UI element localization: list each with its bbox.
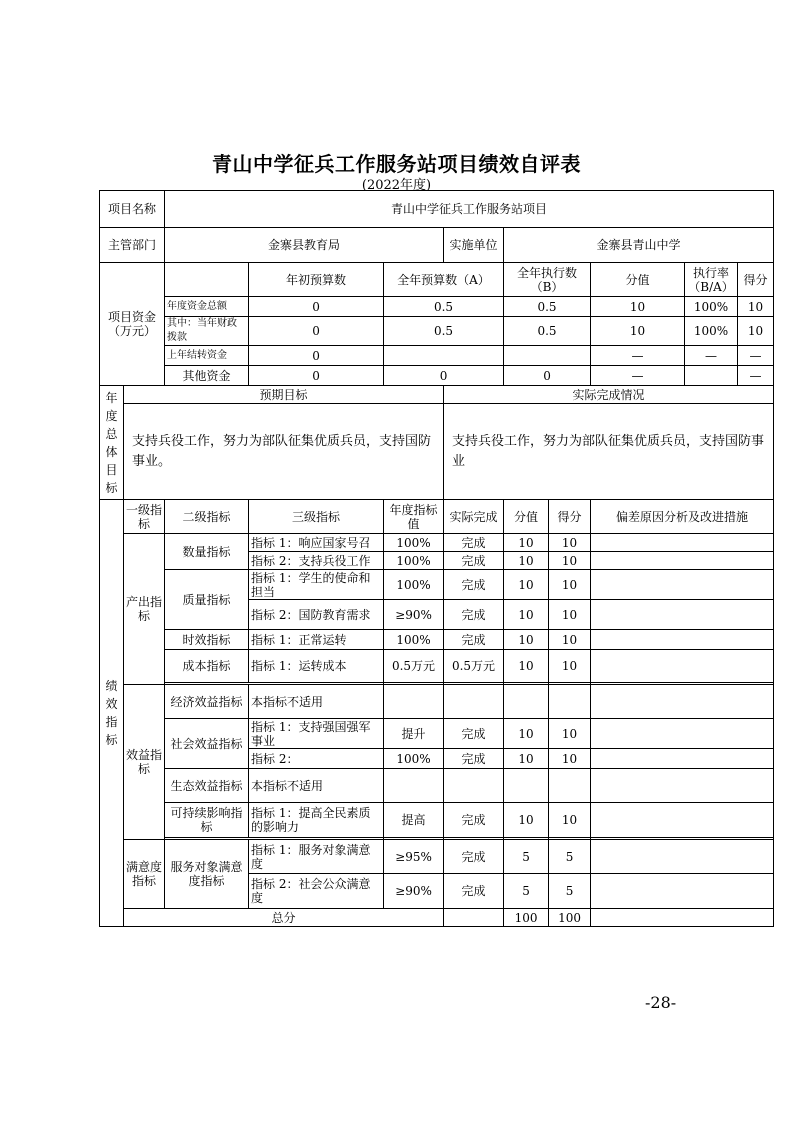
indicator-score-value: 10: [504, 552, 549, 570]
indicator-name: 指标 1：响应国家号召: [249, 534, 384, 552]
indicator-name: 指标 2：: [249, 749, 384, 769]
level2-service: 服务对象满意度指标: [165, 840, 249, 909]
indicator-target: 100%: [384, 552, 444, 570]
indicator-name: 指标 1：运转成本: [249, 650, 384, 683]
indicator-score: [549, 685, 591, 719]
indicator-analysis: [591, 650, 774, 683]
department-header: 主管部门: [100, 228, 165, 263]
goal-actual-text: 支持兵役工作，努力为部队征集优质兵员，支持国防事业: [444, 404, 774, 500]
indicator-name: 指标 1：学生的使命和担当: [249, 570, 384, 600]
funds-row-rate: [685, 366, 738, 386]
indicator-name: 指标 2：国防教育需求: [249, 600, 384, 630]
funds-row-score: —: [738, 366, 774, 386]
level2-time: 时效指标: [165, 630, 249, 650]
funds-row-executed: 0: [504, 366, 591, 386]
indicator-score-value: 10: [504, 600, 549, 630]
funds-row: [100, 317, 774, 346]
indicator-name: 指标 2：支持兵役工作: [249, 552, 384, 570]
funds-row-executed: [504, 346, 591, 366]
perf-col-score: 得分: [549, 500, 591, 534]
funds-header: 项目资金（万元）: [100, 263, 165, 386]
indicator-actual: 完成: [444, 600, 504, 630]
goal-header-row: [100, 386, 774, 404]
funds-row-initial: 0: [249, 317, 384, 346]
indicator-actual: [444, 685, 504, 719]
indicator-analysis: [591, 630, 774, 650]
indicator-target: ≥90%: [384, 600, 444, 630]
funds-row-score-value: 10: [591, 297, 685, 317]
indicator-target: 提升: [384, 719, 444, 749]
funds-row-executed: 0.5: [504, 317, 591, 346]
indicator-score-value: 5: [504, 874, 549, 909]
funds-row-rate: 100%: [685, 297, 738, 317]
indicator-actual: [444, 769, 504, 803]
funds-row-annual: 0.5: [384, 297, 504, 317]
level2-sustainable: 可持续影响指标: [165, 803, 249, 838]
indicator-score: 5: [549, 840, 591, 874]
indicator-actual: 完成: [444, 719, 504, 749]
indicator-analysis: [591, 534, 774, 552]
indicator-target: 100%: [384, 630, 444, 650]
indicator-actual: 完成: [444, 570, 504, 600]
indicator-analysis: [591, 552, 774, 570]
indicator-score: 10: [549, 719, 591, 749]
indicator-actual: 完成: [444, 840, 504, 874]
indicator-analysis: [591, 749, 774, 769]
funds-row-annual: 0: [384, 366, 504, 386]
evaluation-table: [99, 190, 774, 927]
funds-col-score: 得分: [738, 263, 774, 297]
total-row: [100, 909, 774, 927]
funds-row-annual: 0.5: [384, 317, 504, 346]
total-analysis: [591, 909, 774, 927]
level2-ecological: 生态效益指标: [165, 769, 249, 803]
indicator-score-value: 10: [504, 803, 549, 838]
indicator-score: 10: [549, 600, 591, 630]
indicator-row: [100, 719, 774, 749]
implementer-value: 金寨县青山中学: [504, 228, 774, 263]
indicator-target: 100%: [384, 749, 444, 769]
indicator-row: [100, 840, 774, 874]
indicator-name: 指标 1：提高全民素质的影响力: [249, 803, 384, 838]
indicator-actual: 0.5万元: [444, 650, 504, 683]
level2-quality: 质量指标: [165, 570, 249, 630]
indicator-score: 10: [549, 803, 591, 838]
page-subtitle: (2022年度): [361, 178, 432, 193]
indicator-row: [100, 650, 774, 683]
funds-row-initial: 0: [249, 366, 384, 386]
funds-row-score: —: [738, 346, 774, 366]
indicator-row: [100, 534, 774, 552]
perf-col-level1: 一级指标: [124, 500, 165, 534]
funds-row: [100, 366, 774, 386]
level2-quantity: 数量指标: [165, 534, 249, 570]
level2-cost: 成本指标: [165, 650, 249, 683]
indicator-score: 5: [549, 874, 591, 909]
funds-row-rate: 100%: [685, 317, 738, 346]
indicator-analysis: [591, 769, 774, 803]
funds-row-label: 上年结转资金: [165, 346, 249, 366]
indicator-score: 10: [549, 749, 591, 769]
funds-row-initial: 0: [249, 297, 384, 317]
indicator-row: [100, 803, 774, 838]
funds-col-executed: 全年执行数（B）: [504, 263, 591, 297]
indicator-target: 提高: [384, 803, 444, 838]
perf-header-row: [100, 500, 774, 534]
funds-row-score: 10: [738, 317, 774, 346]
indicator-analysis: [591, 570, 774, 600]
funds-header-row: [100, 263, 774, 297]
indicator-target: [384, 769, 444, 803]
indicator-score-value: 5: [504, 840, 549, 874]
indicator-target: ≥90%: [384, 874, 444, 909]
indicator-name: 指标 1：支持强国强军事业: [249, 719, 384, 749]
perf-col-target: 年度指标值: [384, 500, 444, 534]
indicator-actual: 完成: [444, 534, 504, 552]
funds-row-score-value: 10: [591, 317, 685, 346]
project-name-row: [100, 191, 774, 228]
indicator-score-value: 10: [504, 630, 549, 650]
indicator-name: 本指标不适用: [249, 685, 384, 719]
perf-col-score-value: 分值: [504, 500, 549, 534]
department-value: 金寨县教育局: [165, 228, 444, 263]
funds-row: [100, 297, 774, 317]
department-row: [100, 228, 774, 263]
funds-row-score-value: —: [591, 366, 685, 386]
indicator-score: [549, 769, 591, 803]
indicator-actual: 完成: [444, 803, 504, 838]
funds-row-annual: [384, 346, 504, 366]
indicator-score-value: 10: [504, 719, 549, 749]
indicator-score-value: 10: [504, 650, 549, 683]
indicator-analysis: [591, 685, 774, 719]
funds-col-score-value: 分值: [591, 263, 685, 297]
indicator-score: 10: [549, 630, 591, 650]
indicator-analysis: [591, 600, 774, 630]
perf-col-level2: 二级指标: [165, 500, 249, 534]
total-score: 100: [549, 909, 591, 927]
indicator-analysis: [591, 803, 774, 838]
indicator-target: 100%: [384, 534, 444, 552]
indicator-actual: 完成: [444, 874, 504, 909]
indicator-name: 指标 2：社会公众满意度: [249, 874, 384, 909]
indicator-analysis: [591, 840, 774, 874]
page-title: 青山中学征兵工作服务站项目绩效自评表: [212, 152, 581, 176]
funds-row-rate: —: [685, 346, 738, 366]
perf-header: 绩效指标: [100, 500, 124, 927]
indicator-analysis: [591, 719, 774, 749]
funds-row-score: 10: [738, 297, 774, 317]
total-label: 总分: [124, 909, 444, 927]
indicator-row: [100, 685, 774, 719]
indicator-actual: 完成: [444, 749, 504, 769]
page-number: -28-: [645, 993, 677, 1012]
level1-benefit: 效益指标: [124, 685, 165, 840]
indicator-target: 0.5万元: [384, 650, 444, 683]
goal-content-row: [100, 404, 774, 500]
funds-row: [100, 346, 774, 366]
indicator-actual: 完成: [444, 552, 504, 570]
funds-row-executed: 0.5: [504, 297, 591, 317]
indicator-score-value: 10: [504, 749, 549, 769]
indicator-row: [100, 630, 774, 650]
level2-social: 社会效益指标: [165, 719, 249, 769]
project-name-value: 青山中学征兵工作服务站项目: [165, 191, 774, 228]
goal-actual-header: 实际完成情况: [444, 386, 774, 404]
funds-row-initial: 0: [249, 346, 384, 366]
indicator-score-value: [504, 769, 549, 803]
funds-col-annual: 全年预算数（A）: [384, 263, 504, 297]
indicator-row: [100, 769, 774, 803]
funds-col-initial: 年初预算数: [249, 263, 384, 297]
perf-col-analysis: 偏差原因分析及改进措施: [591, 500, 774, 534]
indicator-analysis: [591, 874, 774, 909]
indicator-score-value: 10: [504, 570, 549, 600]
indicator-target: [384, 685, 444, 719]
indicator-name: 本指标不适用: [249, 769, 384, 803]
funds-row-label: 其他资金: [165, 366, 249, 386]
indicator-score: 10: [549, 552, 591, 570]
funds-row-label: 其中：当年财政拨款: [165, 317, 249, 346]
funds-row-score-value: —: [591, 346, 685, 366]
indicator-name: 指标 1：服务对象满意度: [249, 840, 384, 874]
funds-blank-cell: [165, 263, 249, 297]
total-blank: [444, 909, 504, 927]
perf-col-actual: 实际完成: [444, 500, 504, 534]
goal-expected-text: 支持兵役工作，努力为部队征集优质兵员，支持国防事业。: [124, 404, 444, 500]
indicator-score: 10: [549, 650, 591, 683]
indicator-row: [100, 570, 774, 600]
indicator-score: 10: [549, 534, 591, 552]
level1-output: 产出指标: [124, 534, 165, 685]
implementer-header: 实施单位: [444, 228, 504, 263]
indicator-score-value: [504, 685, 549, 719]
level2-economic: 经济效益指标: [165, 685, 249, 719]
project-name-header: 项目名称: [100, 191, 165, 228]
goal-expected-header: 预期目标: [124, 386, 444, 404]
total-score-value: 100: [504, 909, 549, 927]
level1-satisfaction: 满意度指标: [124, 840, 165, 909]
indicator-name: 指标 1：正常运转: [249, 630, 384, 650]
indicator-actual: 完成: [444, 630, 504, 650]
indicator-target: 100%: [384, 570, 444, 600]
goal-header: 年度总体目标: [100, 386, 124, 500]
indicator-score-value: 10: [504, 534, 549, 552]
funds-row-label: 年度资金总额: [165, 297, 249, 317]
indicator-score: 10: [549, 570, 591, 600]
perf-col-level3: 三级指标: [249, 500, 384, 534]
funds-col-rate: 执行率（B/A）: [685, 263, 738, 297]
indicator-target: ≥95%: [384, 840, 444, 874]
